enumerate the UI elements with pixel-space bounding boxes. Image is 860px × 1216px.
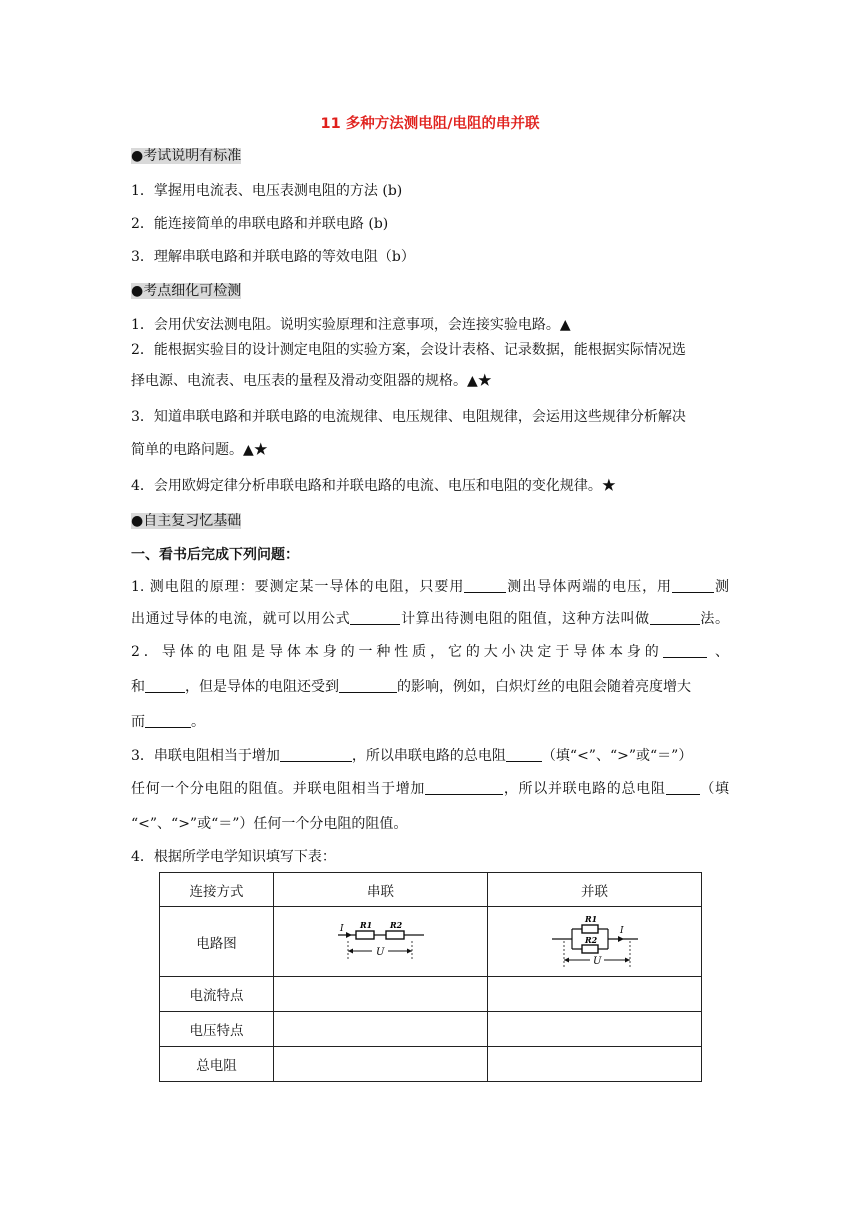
row-label: 电路图 — [160, 907, 274, 977]
blank[interactable] — [464, 578, 506, 593]
checkpoint-item-2b: 择电源、电流表、电压表的量程及滑动变阻器的规格。▲★ — [131, 373, 492, 389]
r1-label: R1 — [584, 913, 597, 924]
blank[interactable] — [650, 610, 700, 625]
standard-item-1: 1．掌握用电流表、电压表测电阻的方法 (b) — [131, 183, 403, 199]
checkpoint-item-1: 1．会用伏安法测电阻。说明实验原理和注意事项，会连接实验电路。▲ — [131, 317, 571, 333]
checkpoint-item-2a: 2．能根据实验目的设计测定电阻的实验方案，会设计表格、记录数据，能根据实际情况选 — [131, 342, 686, 358]
answer-cell[interactable] — [274, 1047, 488, 1082]
voltage-label: U — [375, 946, 384, 958]
table-row — [160, 977, 702, 1012]
answer-cell[interactable] — [274, 977, 488, 1012]
table-header-cell: 连接方式 — [160, 873, 274, 907]
table-row — [160, 907, 702, 977]
r1-label: R1 — [359, 919, 372, 930]
row-label: 总电阻 — [160, 1047, 274, 1082]
question-3-line-3: “<”、“>”或“＝”）任何一个分电阻的阻值。 — [131, 816, 408, 832]
current-label: I — [339, 923, 344, 934]
answer-cell[interactable] — [488, 977, 702, 1012]
row-label: 电流特点 — [160, 977, 274, 1012]
r2-label: R2 — [584, 934, 597, 945]
checkpoint-item-3a: 3．知道串联电路和并联电路的电流规律、电压规律、电阻规律，会运用这些规律分析解决 — [131, 409, 686, 425]
series-diagram-cell — [274, 907, 488, 977]
checkpoint-item-3b: 简单的电路问题。▲★ — [131, 442, 268, 458]
standard-item-3: 3．理解串联电路和并联电路的等效电阻（b） — [131, 249, 415, 265]
blank[interactable] — [506, 747, 542, 762]
answer-cell[interactable] — [488, 1012, 702, 1047]
blank[interactable] — [145, 678, 185, 693]
blank[interactable] — [425, 780, 503, 795]
blank[interactable] — [672, 578, 714, 593]
blank[interactable] — [339, 678, 397, 693]
blank[interactable] — [666, 780, 700, 795]
blank[interactable] — [145, 713, 191, 728]
table-row — [160, 1012, 702, 1047]
answer-cell[interactable] — [274, 1012, 488, 1047]
question-2-line-1: 2．导体的电阻是导体本身的一种性质，它的大小决定于导体本身的 、 — [131, 644, 729, 660]
standard-item-2: 2．能连接简单的串联电路和并联电路 (b) — [131, 216, 389, 232]
answer-cell[interactable] — [488, 1047, 702, 1082]
question-4: 4．根据所学电学知识填写下表： — [131, 849, 336, 865]
page-title: 11 多种方法测电阻/电阻的串并联 — [320, 116, 540, 132]
question-3-line-1: 3．串联电阻相当于增加 ，所以串联电路的总电阻 （填“<”、“>”或“＝”） — [131, 748, 693, 764]
circuit-table — [159, 872, 702, 1082]
question-1-line-2: 出通过导体的电流，就可以用公式 计算出待测电阻的阻值，这种方法叫做 法。 — [131, 611, 730, 627]
blank[interactable] — [663, 643, 707, 658]
question-3-line-2: 任何一个分电阻的阻值。并联电阻相当于增加 ，所以并联电路的总电阻 （填 — [131, 781, 730, 797]
voltage-label: U — [592, 955, 601, 967]
question-2-line-3: 而 。 — [131, 714, 205, 730]
review-subheading: 一、看书后完成下列问题： — [131, 547, 299, 563]
question-2-line-2: 和 ，但是导体的电阻还受到 的影响，例如，白炽灯丝的电阻会随着亮度增大 — [131, 679, 691, 695]
section-heading-review: ●自主复习忆基础 — [131, 513, 242, 529]
checkpoint-item-4: 4．会用欧姆定律分析串联电路和并联电路的电流、电压和电阻的变化规律。★ — [131, 478, 616, 494]
row-label: 电压特点 — [160, 1012, 274, 1047]
section-heading-standards: ●考试说明有标准 — [131, 148, 242, 164]
table-header-cell: 并联 — [488, 873, 702, 907]
current-label: I — [619, 925, 624, 936]
table-header-cell: 串联 — [274, 873, 488, 907]
table-row — [160, 1047, 702, 1082]
blank[interactable] — [350, 610, 400, 625]
blank[interactable] — [280, 747, 352, 762]
series-circuit-diagram — [336, 917, 426, 967]
question-1-line-1: 1. 测电阻的原理：要测定某一导体的电阻，只要用 测出导体两端的电压，用 测 — [131, 579, 730, 595]
section-heading-checkpoints: ●考点细化可检测 — [131, 283, 242, 299]
parallel-diagram-cell — [488, 907, 702, 977]
parallel-circuit-diagram — [550, 913, 640, 971]
table-header-row — [160, 873, 702, 907]
r2-label: R2 — [389, 919, 402, 930]
